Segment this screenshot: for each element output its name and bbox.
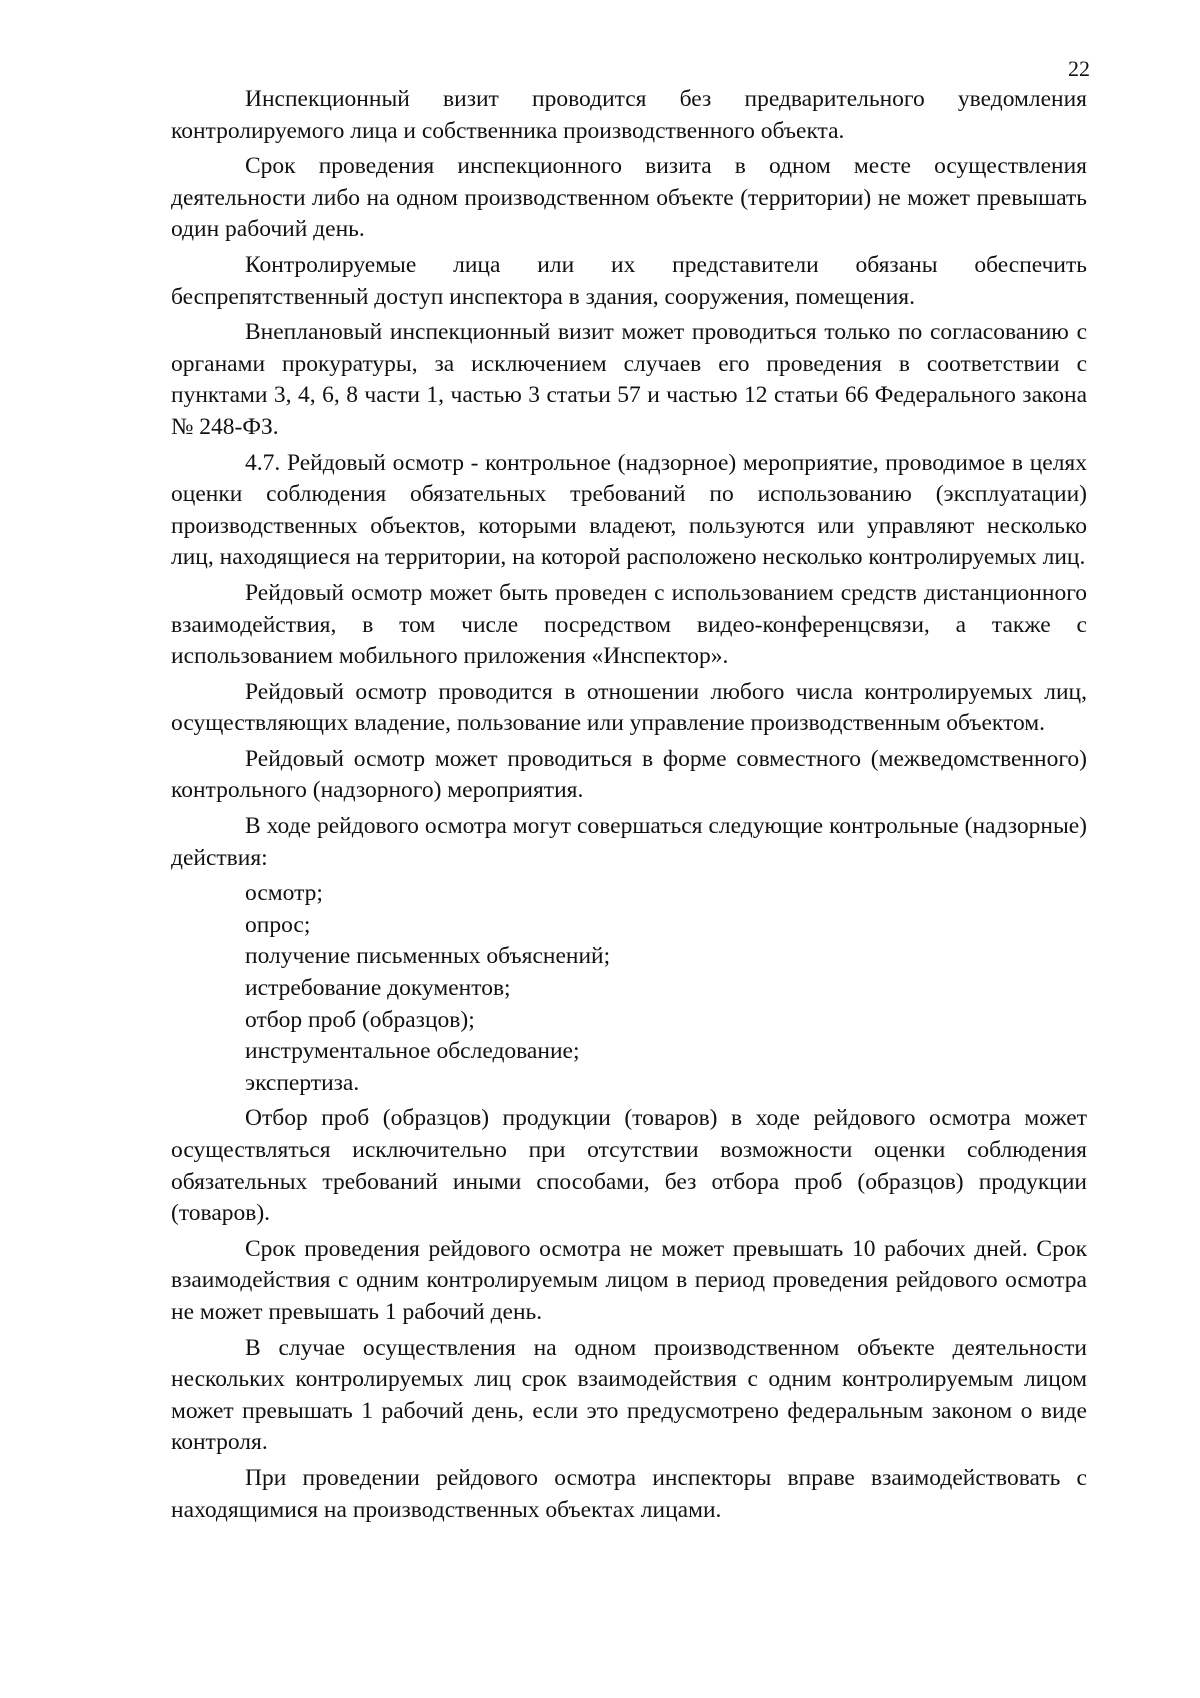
paragraph-remote-interaction: Рейдовый осмотр может быть проведен с использованием средств дистанционного взаимодействия, в том числе посредством видео-конференцсвязи, а также с использованием мобильного приложения «Инспектор». [171,579,1087,670]
list-item: опрос; [245,911,311,938]
paragraph-joint-inspection: Рейдовый осмотр может проводиться в форме совместного (межведомственного) контрольного (надзорного) мероприятия. [171,745,1087,804]
paragraph-access-obligation: Контролируемые лица или их представители обязаны обеспечить беспрепятственный доступ инспектора в здания, сооружения, помещения. [171,251,1087,310]
list-item: инструментальное обследование; [245,1038,580,1065]
paragraph-raid-scope: Рейдовый осмотр проводится в отношении любого числа контролируемых лиц, осуществляющих владение, пользование или управление производственным объектом. [171,678,1087,737]
document-body [171,84,1087,1530]
paragraph-unscheduled-visit: Внеплановый инспекционный визит может проводиться только по согласованию с органами прокуратуры, за исключением случаев его проведения в соответствии с пунктами 3, 4, 6, 8 части 1, частью 3 статьи 57 и частью 12 статьи 66 Федерального закона № 248-ФЗ. [171,319,1087,440]
page-number: 22 [1068,56,1090,81]
control-actions-list [171,878,1087,1099]
paragraph-unannounced-visit: Инспекционный визит проводится без предварительного уведомления контролируемого лица и собственника производственного объекта. [171,86,1087,144]
list-item: осмотр; [245,880,323,907]
paragraph-actions-intro: В ходе рейдового осмотра могут совершаться следующие контрольные (надзорные) действия: [171,813,1087,871]
list-item: получение письменных объяснений; [245,943,611,970]
list-item: экспертиза. [245,1069,360,1096]
paragraph-raid-duration: Срок проведения рейдового осмотра не может превышать 10 рабочих дней. Срок взаимодействия с одним контролируемым лицом в период проведения рейдового осмотра не может превышать 1 рабочий день. [171,1235,1087,1325]
list-item: истребование документов; [245,975,511,1002]
paragraph-sampling: Отбор проб (образцов) продукции (товаров) в ходе рейдового осмотра может осуществляться исключительно при отсутствии возможности оценки соблюдения обязательных требований иными способами, без отбора проб (образцов) продукции (товаров). [171,1105,1087,1227]
paragraph-raid-inspection-definition: 4.7. Рейдовый осмотр - контрольное (надзорное) мероприятие, проводимое в целях оценки соблюдения обязательных требований по использованию (эксплуатации) производственных объектов, которыми владеют, пользуются или управляют несколько лиц, находящиеся на территории, на которой расположено несколько контролируемых лиц. [171,449,1087,571]
paragraph-multiple-entities: В случае осуществления на одном производственном объекте деятельности нескольких контролируемых лиц срок взаимодействия с одним контролируемым лицом может превышать 1 рабочий день, если это предусмотрено федеральным законом о виде контроля. [171,1334,1087,1456]
list-item: отбор проб (образцов); [245,1006,475,1033]
paragraph-visit-duration: Срок проведения инспекционного визита в одном месте осуществления деятельности либо на одном производственном объекте (территории) не может превышать один рабочий день. [171,153,1087,243]
paragraph-inspector-interaction: При проведении рейдового осмотра инспекторы вправе взаимодействовать с находящимися на производственных объектах лицами. [171,1464,1087,1523]
